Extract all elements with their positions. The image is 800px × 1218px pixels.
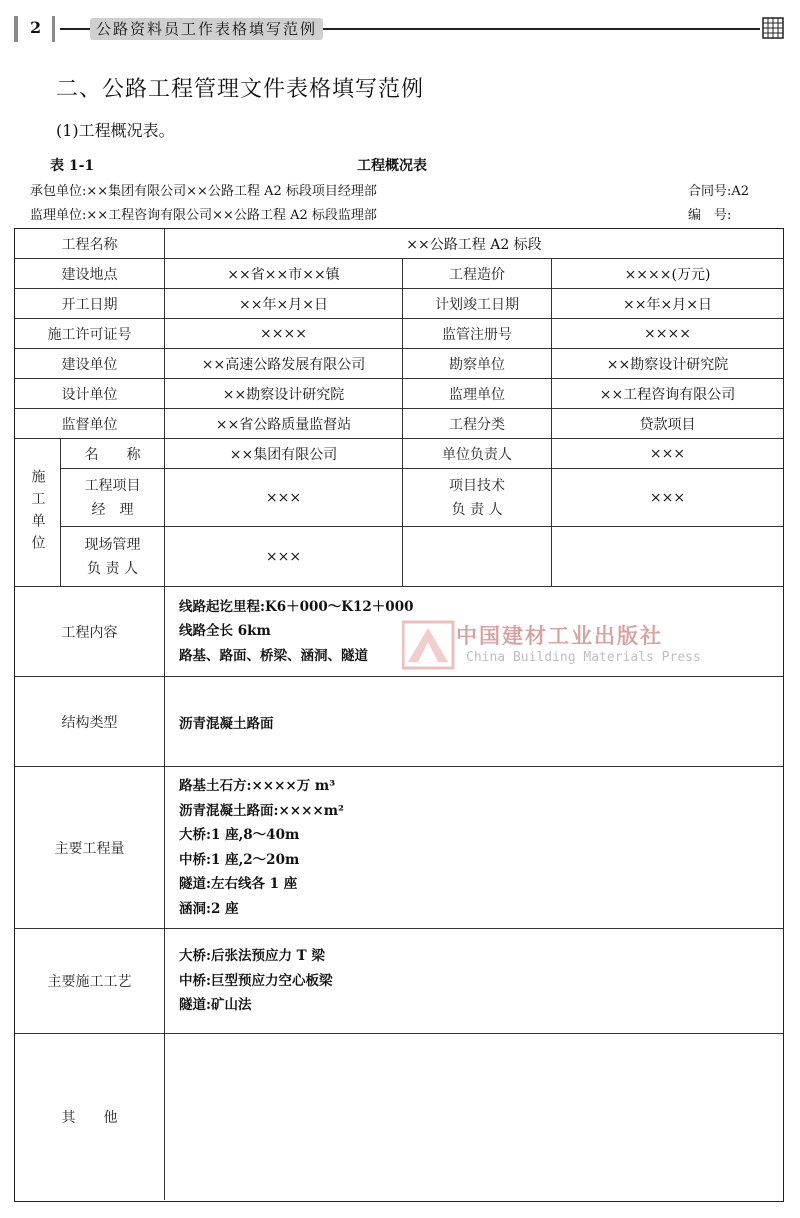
category-value: 贷款项目: [552, 409, 783, 439]
start-date-value: ××年×月×日: [165, 289, 403, 319]
site-manager-label: 现场管理 负 责 人: [61, 527, 165, 587]
owner-value: ××高速公路发展有限公司: [165, 349, 403, 379]
header-bar-divider: [52, 16, 55, 42]
constructor-name-label: 名 称: [61, 439, 165, 469]
section-title: 二、公路工程管理文件表格填写范例: [56, 77, 425, 102]
project-name-value: ××公路工程 A2 标段: [165, 229, 783, 259]
process-line: 大桥:后张法预应力 T 梁: [179, 948, 325, 965]
unit-leader-label: 单位负责人: [403, 439, 552, 469]
survey-label: 勘察单位: [403, 349, 552, 379]
other-label: 其 他: [15, 1034, 165, 1200]
process-label: 主要施工工艺: [15, 929, 165, 1034]
structure-value: 沥青混凝土路面: [165, 677, 783, 767]
process-value: [165, 929, 783, 1034]
header-bar-left: [14, 16, 18, 42]
start-date-label: 开工日期: [15, 289, 165, 319]
unit-leader-value: ×××: [552, 439, 783, 469]
finish-date-label: 计划竣工日期: [403, 289, 552, 319]
quantity-line: 大桥:1 座,8～40m: [179, 827, 300, 843]
location-value: ××省××市××镇: [165, 259, 403, 289]
contractor-line: 承包单位:××集团有限公司××公路工程 A2 标段项目经理部: [30, 184, 377, 199]
design-value: ××勘察设计研究院: [165, 379, 403, 409]
other-value: [165, 1034, 783, 1200]
cost-label: 工程造价: [403, 259, 552, 289]
supervisor-line: 监理单位:××工程咨询有限公司××公路工程 A2 标段监理部: [30, 208, 377, 223]
project-overview-table: [14, 228, 784, 1202]
registration-value: ××××: [552, 319, 783, 349]
subsection-title: (1)工程概况表。: [56, 121, 175, 140]
content-line: 路基、路面、桥梁、涵洞、隧道: [179, 647, 368, 664]
finish-date-value: ××年×月×日: [552, 289, 783, 319]
quantity-line: 路基土石方:××××万 m³: [179, 778, 336, 794]
page-number: 2: [30, 18, 42, 37]
contract-number: 合同号:A2: [688, 184, 750, 199]
watermark-en: China Building Materials Press: [466, 650, 701, 665]
registration-label: 监管注册号: [403, 319, 552, 349]
structure-label: 结构类型: [15, 677, 165, 767]
quantity-line: 涵洞:2 座: [179, 900, 239, 917]
inspection-label: 监督单位: [15, 409, 165, 439]
site-manager-value: ×××: [165, 527, 403, 587]
grid-icon: [762, 17, 784, 39]
empty-cell-2: [552, 527, 783, 587]
content-line: 线路起讫里程:K6＋000～K12＋000: [179, 598, 414, 615]
table-name: 工程概况表: [357, 158, 427, 174]
owner-label: 建设单位: [15, 349, 165, 379]
content-line: 线路全长 6km: [179, 623, 271, 640]
process-line: 中桥:巨型预应力空心板梁: [179, 972, 333, 989]
inspection-value: ××省公路质量监督站: [165, 409, 403, 439]
supervision-label: 监理单位: [403, 379, 552, 409]
cost-value: ××××(万元): [552, 259, 783, 289]
quantity-line: 隧道:左右线各 1 座: [179, 876, 298, 892]
quantity-label: 主要工程量: [15, 767, 165, 929]
category-label: 工程分类: [403, 409, 552, 439]
running-title: 公路资料员工作表格填写范例: [90, 18, 323, 40]
permit-label: 施工许可证号: [15, 319, 165, 349]
permit-value: ××××: [165, 319, 403, 349]
tech-lead-value: ×××: [552, 469, 783, 527]
location-label: 建设地点: [15, 259, 165, 289]
constructor-name-value: ××集团有限公司: [165, 439, 403, 469]
supervision-value: ××工程咨询有限公司: [552, 379, 783, 409]
quantity-line: 沥青混凝土路面:××××m²: [179, 802, 344, 819]
constructor-group-label: 施工单位: [15, 439, 61, 587]
survey-value: ××勘察设计研究院: [552, 349, 783, 379]
tech-lead-label: 项目技术 负 责 人: [403, 469, 552, 527]
empty-cell-1: [403, 527, 552, 587]
design-label: 设计单位: [15, 379, 165, 409]
serial-number: 编 号:: [688, 208, 732, 223]
project-manager-value: ×××: [165, 469, 403, 527]
content-label: 工程内容: [15, 587, 165, 677]
table-number: 表 1-1: [50, 158, 95, 174]
quantity-line: 中桥:1 座,2～20m: [179, 851, 300, 868]
project-manager-label: 工程项目 经 理: [61, 469, 165, 527]
watermark-cn: 中国建材工业出版社: [456, 623, 663, 648]
quantity-value: [165, 767, 783, 929]
process-line: 隧道:矿山法: [179, 997, 252, 1014]
project-name-label: 工程名称: [15, 229, 165, 259]
